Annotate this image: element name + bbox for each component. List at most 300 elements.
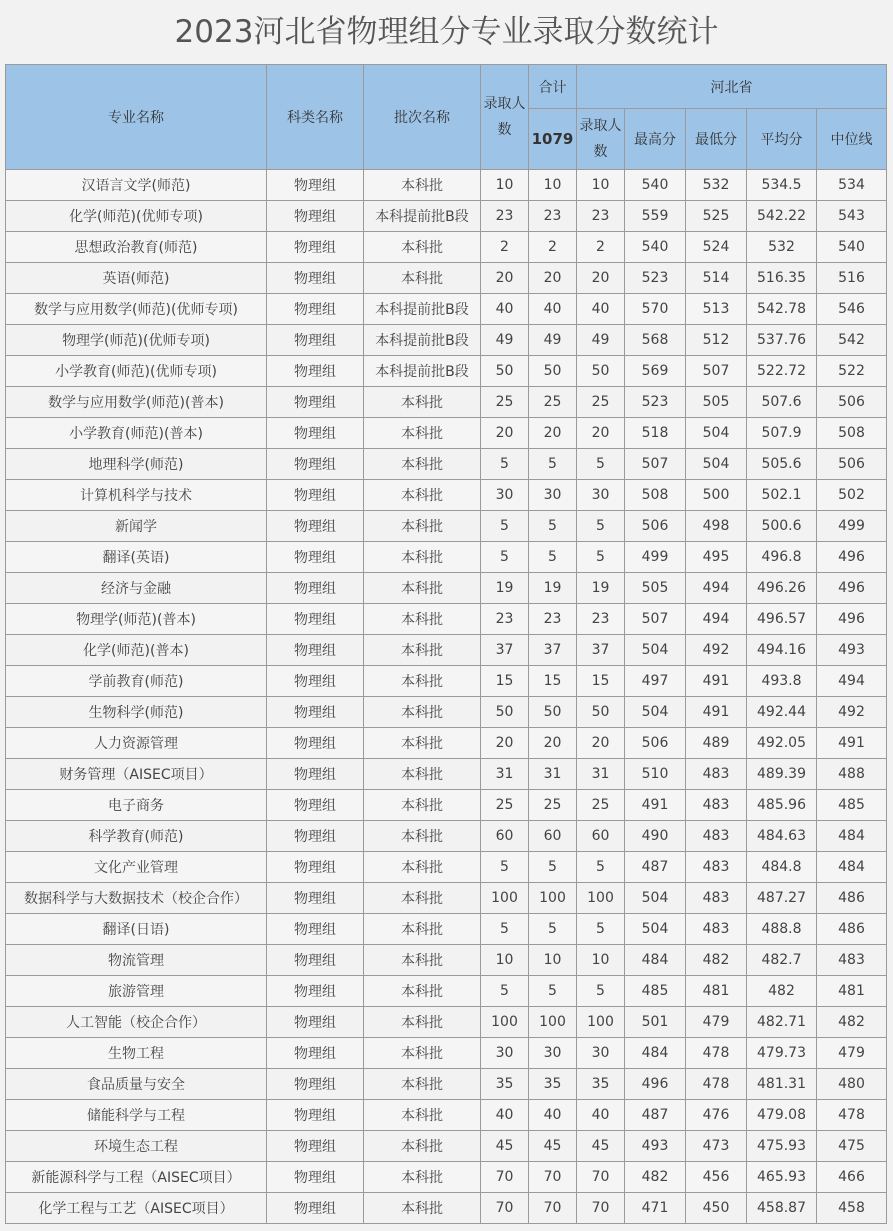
admitted-cell: 2 — [481, 232, 529, 263]
admitted-cell: 40 — [481, 1100, 529, 1131]
major-cell: 科学教育(师范) — [6, 821, 267, 852]
major-cell: 物流管理 — [6, 945, 267, 976]
province-admitted-cell: 5 — [577, 852, 625, 883]
total-cell: 19 — [529, 573, 577, 604]
admitted-cell: 45 — [481, 1131, 529, 1162]
province-admitted-cell: 30 — [577, 1038, 625, 1069]
major-cell: 地理科学(师范) — [6, 449, 267, 480]
admitted-cell: 5 — [481, 449, 529, 480]
category-cell: 物理组 — [267, 1162, 364, 1193]
max-score-cell: 496 — [625, 1069, 686, 1100]
major-cell: 旅游管理 — [6, 976, 267, 1007]
table-row — [6, 1131, 887, 1162]
admitted-cell: 25 — [481, 387, 529, 418]
min-score-cell: 473 — [686, 1131, 747, 1162]
median-cell: 516 — [817, 263, 887, 294]
max-score-cell: 508 — [625, 480, 686, 511]
major-cell: 人力资源管理 — [6, 728, 267, 759]
category-cell: 物理组 — [267, 1193, 364, 1224]
admitted-cell: 35 — [481, 1069, 529, 1100]
table-row — [6, 542, 887, 573]
province-admitted-cell: 23 — [577, 604, 625, 635]
admitted-cell: 23 — [481, 201, 529, 232]
avg-score-cell: 522.72 — [747, 356, 817, 387]
table-row — [6, 1007, 887, 1038]
table-row — [6, 1038, 887, 1069]
major-cell: 储能科学与工程 — [6, 1100, 267, 1131]
total-cell: 50 — [529, 697, 577, 728]
category-cell: 物理组 — [267, 1100, 364, 1131]
major-cell: 小学教育(师范)(优师专项) — [6, 356, 267, 387]
province-admitted-cell: 5 — [577, 449, 625, 480]
batch-cell: 本科批 — [364, 1100, 481, 1131]
min-score-cell: 483 — [686, 821, 747, 852]
max-score-cell: 487 — [625, 852, 686, 883]
table-row — [6, 511, 887, 542]
major-cell: 食品质量与安全 — [6, 1069, 267, 1100]
province-admitted-cell: 15 — [577, 666, 625, 697]
max-score-cell: 497 — [625, 666, 686, 697]
table-row — [6, 356, 887, 387]
table-row — [6, 325, 887, 356]
median-cell: 481 — [817, 976, 887, 1007]
median-cell: 506 — [817, 387, 887, 418]
category-cell: 物理组 — [267, 325, 364, 356]
major-cell: 电子商务 — [6, 790, 267, 821]
major-cell: 数学与应用数学(师范)(优师专项) — [6, 294, 267, 325]
admitted-cell: 70 — [481, 1162, 529, 1193]
max-score-cell: 484 — [625, 1038, 686, 1069]
category-cell: 物理组 — [267, 573, 364, 604]
major-cell: 英语(师范) — [6, 263, 267, 294]
max-score-cell: 505 — [625, 573, 686, 604]
avg-score-cell: 537.76 — [747, 325, 817, 356]
major-cell: 生物科学(师范) — [6, 697, 267, 728]
batch-cell: 本科批 — [364, 635, 481, 666]
median-cell: 491 — [817, 728, 887, 759]
major-cell: 翻译(日语) — [6, 914, 267, 945]
total-cell: 30 — [529, 480, 577, 511]
median-cell: 496 — [817, 542, 887, 573]
province-admitted-cell: 5 — [577, 511, 625, 542]
batch-cell: 本科批 — [364, 1069, 481, 1100]
table-row — [6, 294, 887, 325]
category-cell: 物理组 — [267, 1038, 364, 1069]
admitted-cell: 20 — [481, 263, 529, 294]
batch-cell: 本科批 — [364, 914, 481, 945]
province-admitted-cell: 45 — [577, 1131, 625, 1162]
province-admitted-cell: 23 — [577, 201, 625, 232]
batch-cell: 本科批 — [364, 1007, 481, 1038]
province-admitted-cell: 25 — [577, 387, 625, 418]
table-row — [6, 1069, 887, 1100]
min-score-cell: 491 — [686, 666, 747, 697]
batch-cell: 本科批 — [364, 666, 481, 697]
category-cell: 物理组 — [267, 821, 364, 852]
category-cell: 物理组 — [267, 232, 364, 263]
category-cell: 物理组 — [267, 1069, 364, 1100]
batch-cell: 本科提前批B段 — [364, 325, 481, 356]
median-cell: 494 — [817, 666, 887, 697]
major-cell: 汉语言文学(师范) — [6, 170, 267, 201]
total-cell: 20 — [529, 263, 577, 294]
max-score-cell: 540 — [625, 232, 686, 263]
header-province: 河北省 — [577, 65, 887, 109]
median-cell: 486 — [817, 914, 887, 945]
avg-score-cell: 494.16 — [747, 635, 817, 666]
max-score-cell: 504 — [625, 883, 686, 914]
batch-cell: 本科批 — [364, 449, 481, 480]
min-score-cell: 500 — [686, 480, 747, 511]
batch-cell: 本科批 — [364, 1131, 481, 1162]
avg-score-cell: 505.6 — [747, 449, 817, 480]
max-score-cell: 510 — [625, 759, 686, 790]
province-admitted-cell: 37 — [577, 635, 625, 666]
province-admitted-cell: 40 — [577, 294, 625, 325]
median-cell: 485 — [817, 790, 887, 821]
min-score-cell: 504 — [686, 418, 747, 449]
batch-cell: 本科批 — [364, 1038, 481, 1069]
min-score-cell: 504 — [686, 449, 747, 480]
max-score-cell: 493 — [625, 1131, 686, 1162]
total-cell: 31 — [529, 759, 577, 790]
min-score-cell: 513 — [686, 294, 747, 325]
batch-cell: 本科提前批B段 — [364, 356, 481, 387]
province-admitted-cell: 20 — [577, 418, 625, 449]
batch-cell: 本科批 — [364, 542, 481, 573]
batch-cell: 本科批 — [364, 418, 481, 449]
min-score-cell: 505 — [686, 387, 747, 418]
median-cell: 534 — [817, 170, 887, 201]
category-cell: 物理组 — [267, 170, 364, 201]
avg-score-cell: 492.44 — [747, 697, 817, 728]
table-row — [6, 976, 887, 1007]
admitted-cell: 70 — [481, 1193, 529, 1224]
province-admitted-cell: 49 — [577, 325, 625, 356]
max-score-cell: 506 — [625, 511, 686, 542]
avg-score-cell: 482 — [747, 976, 817, 1007]
max-score-cell: 504 — [625, 697, 686, 728]
avg-score-cell: 479.08 — [747, 1100, 817, 1131]
admitted-cell: 5 — [481, 511, 529, 542]
median-cell: 480 — [817, 1069, 887, 1100]
major-cell: 环境生态工程 — [6, 1131, 267, 1162]
max-score-cell: 507 — [625, 604, 686, 635]
admitted-cell: 5 — [481, 852, 529, 883]
admitted-cell: 30 — [481, 1038, 529, 1069]
total-cell: 100 — [529, 1007, 577, 1038]
min-score-cell: 476 — [686, 1100, 747, 1131]
median-cell: 508 — [817, 418, 887, 449]
max-score-cell: 471 — [625, 1193, 686, 1224]
min-score-cell: 491 — [686, 697, 747, 728]
province-admitted-cell: 70 — [577, 1162, 625, 1193]
admitted-cell: 23 — [481, 604, 529, 635]
min-score-cell: 532 — [686, 170, 747, 201]
min-score-cell: 498 — [686, 511, 747, 542]
admitted-cell: 10 — [481, 945, 529, 976]
major-cell: 文化产业管理 — [6, 852, 267, 883]
max-score-cell: 504 — [625, 635, 686, 666]
table-row — [6, 1162, 887, 1193]
batch-cell: 本科批 — [364, 573, 481, 604]
category-cell: 物理组 — [267, 790, 364, 821]
median-cell: 484 — [817, 821, 887, 852]
table-row — [6, 759, 887, 790]
batch-cell: 本科批 — [364, 263, 481, 294]
max-score-cell: 504 — [625, 914, 686, 945]
avg-score-cell: 532 — [747, 232, 817, 263]
total-cell: 5 — [529, 511, 577, 542]
category-cell: 物理组 — [267, 697, 364, 728]
median-cell: 488 — [817, 759, 887, 790]
table-row — [6, 945, 887, 976]
province-admitted-cell: 5 — [577, 914, 625, 945]
admitted-cell: 25 — [481, 790, 529, 821]
batch-cell: 本科批 — [364, 945, 481, 976]
table-row — [6, 449, 887, 480]
category-cell: 物理组 — [267, 449, 364, 480]
min-score-cell: 483 — [686, 790, 747, 821]
header-total-label: 合计 — [529, 65, 577, 109]
avg-score-cell: 507.9 — [747, 418, 817, 449]
table-row — [6, 387, 887, 418]
max-score-cell: 518 — [625, 418, 686, 449]
min-score-cell: 478 — [686, 1069, 747, 1100]
batch-cell: 本科批 — [364, 604, 481, 635]
median-cell: 466 — [817, 1162, 887, 1193]
median-cell: 479 — [817, 1038, 887, 1069]
max-score-cell: 485 — [625, 976, 686, 1007]
batch-cell: 本科批 — [364, 728, 481, 759]
table-row — [6, 821, 887, 852]
total-cell: 70 — [529, 1193, 577, 1224]
batch-cell: 本科批 — [364, 759, 481, 790]
category-cell: 物理组 — [267, 480, 364, 511]
major-cell: 物理学(师范)(优师专项) — [6, 325, 267, 356]
major-cell: 思想政治教育(师范) — [6, 232, 267, 263]
median-cell: 542 — [817, 325, 887, 356]
min-score-cell: 492 — [686, 635, 747, 666]
avg-score-cell: 488.8 — [747, 914, 817, 945]
batch-cell: 本科提前批B段 — [364, 201, 481, 232]
category-cell: 物理组 — [267, 604, 364, 635]
min-score-cell: 483 — [686, 883, 747, 914]
max-score-cell: 507 — [625, 449, 686, 480]
header-province-admitted: 录取人数 — [577, 109, 625, 170]
max-score-cell: 523 — [625, 263, 686, 294]
major-cell: 化学(师范)(优师专项) — [6, 201, 267, 232]
avg-score-cell: 485.96 — [747, 790, 817, 821]
batch-cell: 本科批 — [364, 883, 481, 914]
major-cell: 物理学(师范)(普本) — [6, 604, 267, 635]
total-cell: 23 — [529, 201, 577, 232]
batch-cell: 本科批 — [364, 1162, 481, 1193]
median-cell: 484 — [817, 852, 887, 883]
max-score-cell: 540 — [625, 170, 686, 201]
avg-score-cell: 484.8 — [747, 852, 817, 883]
total-cell: 20 — [529, 728, 577, 759]
avg-score-cell: 482.71 — [747, 1007, 817, 1038]
max-score-cell: 523 — [625, 387, 686, 418]
median-cell: 478 — [817, 1100, 887, 1131]
min-score-cell: 483 — [686, 759, 747, 790]
page-title: 2023河北省物理组分专业录取分数统计 — [174, 14, 719, 50]
min-score-cell: 478 — [686, 1038, 747, 1069]
table-row — [6, 418, 887, 449]
batch-cell: 本科批 — [364, 790, 481, 821]
admitted-cell: 100 — [481, 1007, 529, 1038]
table-row — [6, 201, 887, 232]
median-cell: 496 — [817, 604, 887, 635]
table-row — [6, 635, 887, 666]
province-admitted-cell: 50 — [577, 356, 625, 387]
admitted-cell: 20 — [481, 418, 529, 449]
table-header — [6, 65, 887, 170]
category-cell: 物理组 — [267, 635, 364, 666]
max-score-cell: 570 — [625, 294, 686, 325]
avg-score-cell: 492.05 — [747, 728, 817, 759]
median-cell: 506 — [817, 449, 887, 480]
admission-table — [5, 64, 887, 1224]
admitted-cell: 50 — [481, 697, 529, 728]
total-cell: 100 — [529, 883, 577, 914]
table-row — [6, 697, 887, 728]
header-batch: 批次名称 — [364, 65, 481, 170]
avg-score-cell: 484.63 — [747, 821, 817, 852]
total-cell: 37 — [529, 635, 577, 666]
header-admitted: 录取人数 — [481, 65, 529, 170]
batch-cell: 本科批 — [364, 821, 481, 852]
min-score-cell: 525 — [686, 201, 747, 232]
total-cell: 30 — [529, 1038, 577, 1069]
min-score-cell: 507 — [686, 356, 747, 387]
category-cell: 物理组 — [267, 945, 364, 976]
total-cell: 49 — [529, 325, 577, 356]
avg-score-cell: 479.73 — [747, 1038, 817, 1069]
category-cell: 物理组 — [267, 201, 364, 232]
min-score-cell: 494 — [686, 573, 747, 604]
min-score-cell: 456 — [686, 1162, 747, 1193]
major-cell: 新闻学 — [6, 511, 267, 542]
table-row — [6, 852, 887, 883]
batch-cell: 本科批 — [364, 976, 481, 1007]
total-cell: 20 — [529, 418, 577, 449]
avg-score-cell: 481.31 — [747, 1069, 817, 1100]
total-cell: 25 — [529, 387, 577, 418]
avg-score-cell: 500.6 — [747, 511, 817, 542]
table-row — [6, 604, 887, 635]
category-cell: 物理组 — [267, 1007, 364, 1038]
category-cell: 物理组 — [267, 294, 364, 325]
major-cell: 学前教育(师范) — [6, 666, 267, 697]
batch-cell: 本科批 — [364, 697, 481, 728]
median-cell: 482 — [817, 1007, 887, 1038]
total-cell: 15 — [529, 666, 577, 697]
batch-cell: 本科批 — [364, 1193, 481, 1224]
avg-score-cell: 502.1 — [747, 480, 817, 511]
category-cell: 物理组 — [267, 976, 364, 1007]
median-cell: 502 — [817, 480, 887, 511]
max-score-cell: 506 — [625, 728, 686, 759]
total-cell: 60 — [529, 821, 577, 852]
table-row — [6, 573, 887, 604]
header-min-score: 最低分 — [686, 109, 747, 170]
median-cell: 483 — [817, 945, 887, 976]
category-cell: 物理组 — [267, 728, 364, 759]
total-cell: 70 — [529, 1162, 577, 1193]
table-body — [6, 170, 887, 1224]
category-cell: 物理组 — [267, 883, 364, 914]
province-admitted-cell: 20 — [577, 728, 625, 759]
total-cell: 40 — [529, 1100, 577, 1131]
avg-score-cell: 482.7 — [747, 945, 817, 976]
max-score-cell: 484 — [625, 945, 686, 976]
province-admitted-cell: 60 — [577, 821, 625, 852]
major-cell: 新能源科学与工程（AISEC项目） — [6, 1162, 267, 1193]
category-cell: 物理组 — [267, 263, 364, 294]
province-admitted-cell: 2 — [577, 232, 625, 263]
max-score-cell: 559 — [625, 201, 686, 232]
admitted-cell: 100 — [481, 883, 529, 914]
province-admitted-cell: 5 — [577, 976, 625, 1007]
category-cell: 物理组 — [267, 914, 364, 945]
median-cell: 492 — [817, 697, 887, 728]
max-score-cell: 491 — [625, 790, 686, 821]
major-cell: 小学教育(师范)(普本) — [6, 418, 267, 449]
total-cell: 2 — [529, 232, 577, 263]
major-cell: 数学与应用数学(师范)(普本) — [6, 387, 267, 418]
category-cell: 物理组 — [267, 387, 364, 418]
median-cell: 522 — [817, 356, 887, 387]
province-admitted-cell: 100 — [577, 883, 625, 914]
total-cell: 45 — [529, 1131, 577, 1162]
province-admitted-cell: 40 — [577, 1100, 625, 1131]
avg-score-cell: 487.27 — [747, 883, 817, 914]
min-score-cell: 494 — [686, 604, 747, 635]
category-cell: 物理组 — [267, 511, 364, 542]
header-major: 专业名称 — [6, 65, 267, 170]
category-cell: 物理组 — [267, 542, 364, 573]
category-cell: 物理组 — [267, 418, 364, 449]
admitted-cell: 50 — [481, 356, 529, 387]
major-cell: 翻译(英语) — [6, 542, 267, 573]
table-row — [6, 883, 887, 914]
total-cell: 5 — [529, 976, 577, 1007]
min-score-cell: 450 — [686, 1193, 747, 1224]
batch-cell: 本科批 — [364, 852, 481, 883]
admitted-cell: 60 — [481, 821, 529, 852]
header-median: 中位线 — [817, 109, 887, 170]
province-admitted-cell: 31 — [577, 759, 625, 790]
total-cell: 10 — [529, 945, 577, 976]
min-score-cell: 524 — [686, 232, 747, 263]
major-cell: 经济与金融 — [6, 573, 267, 604]
min-score-cell: 514 — [686, 263, 747, 294]
admitted-cell: 10 — [481, 170, 529, 201]
total-cell: 35 — [529, 1069, 577, 1100]
category-cell: 物理组 — [267, 852, 364, 883]
major-cell: 财务管理（AISEC项目） — [6, 759, 267, 790]
median-cell: 496 — [817, 573, 887, 604]
province-admitted-cell: 100 — [577, 1007, 625, 1038]
batch-cell: 本科提前批B段 — [364, 294, 481, 325]
admitted-cell: 31 — [481, 759, 529, 790]
table-row — [6, 790, 887, 821]
avg-score-cell: 489.39 — [747, 759, 817, 790]
province-admitted-cell: 5 — [577, 542, 625, 573]
avg-score-cell: 507.6 — [747, 387, 817, 418]
